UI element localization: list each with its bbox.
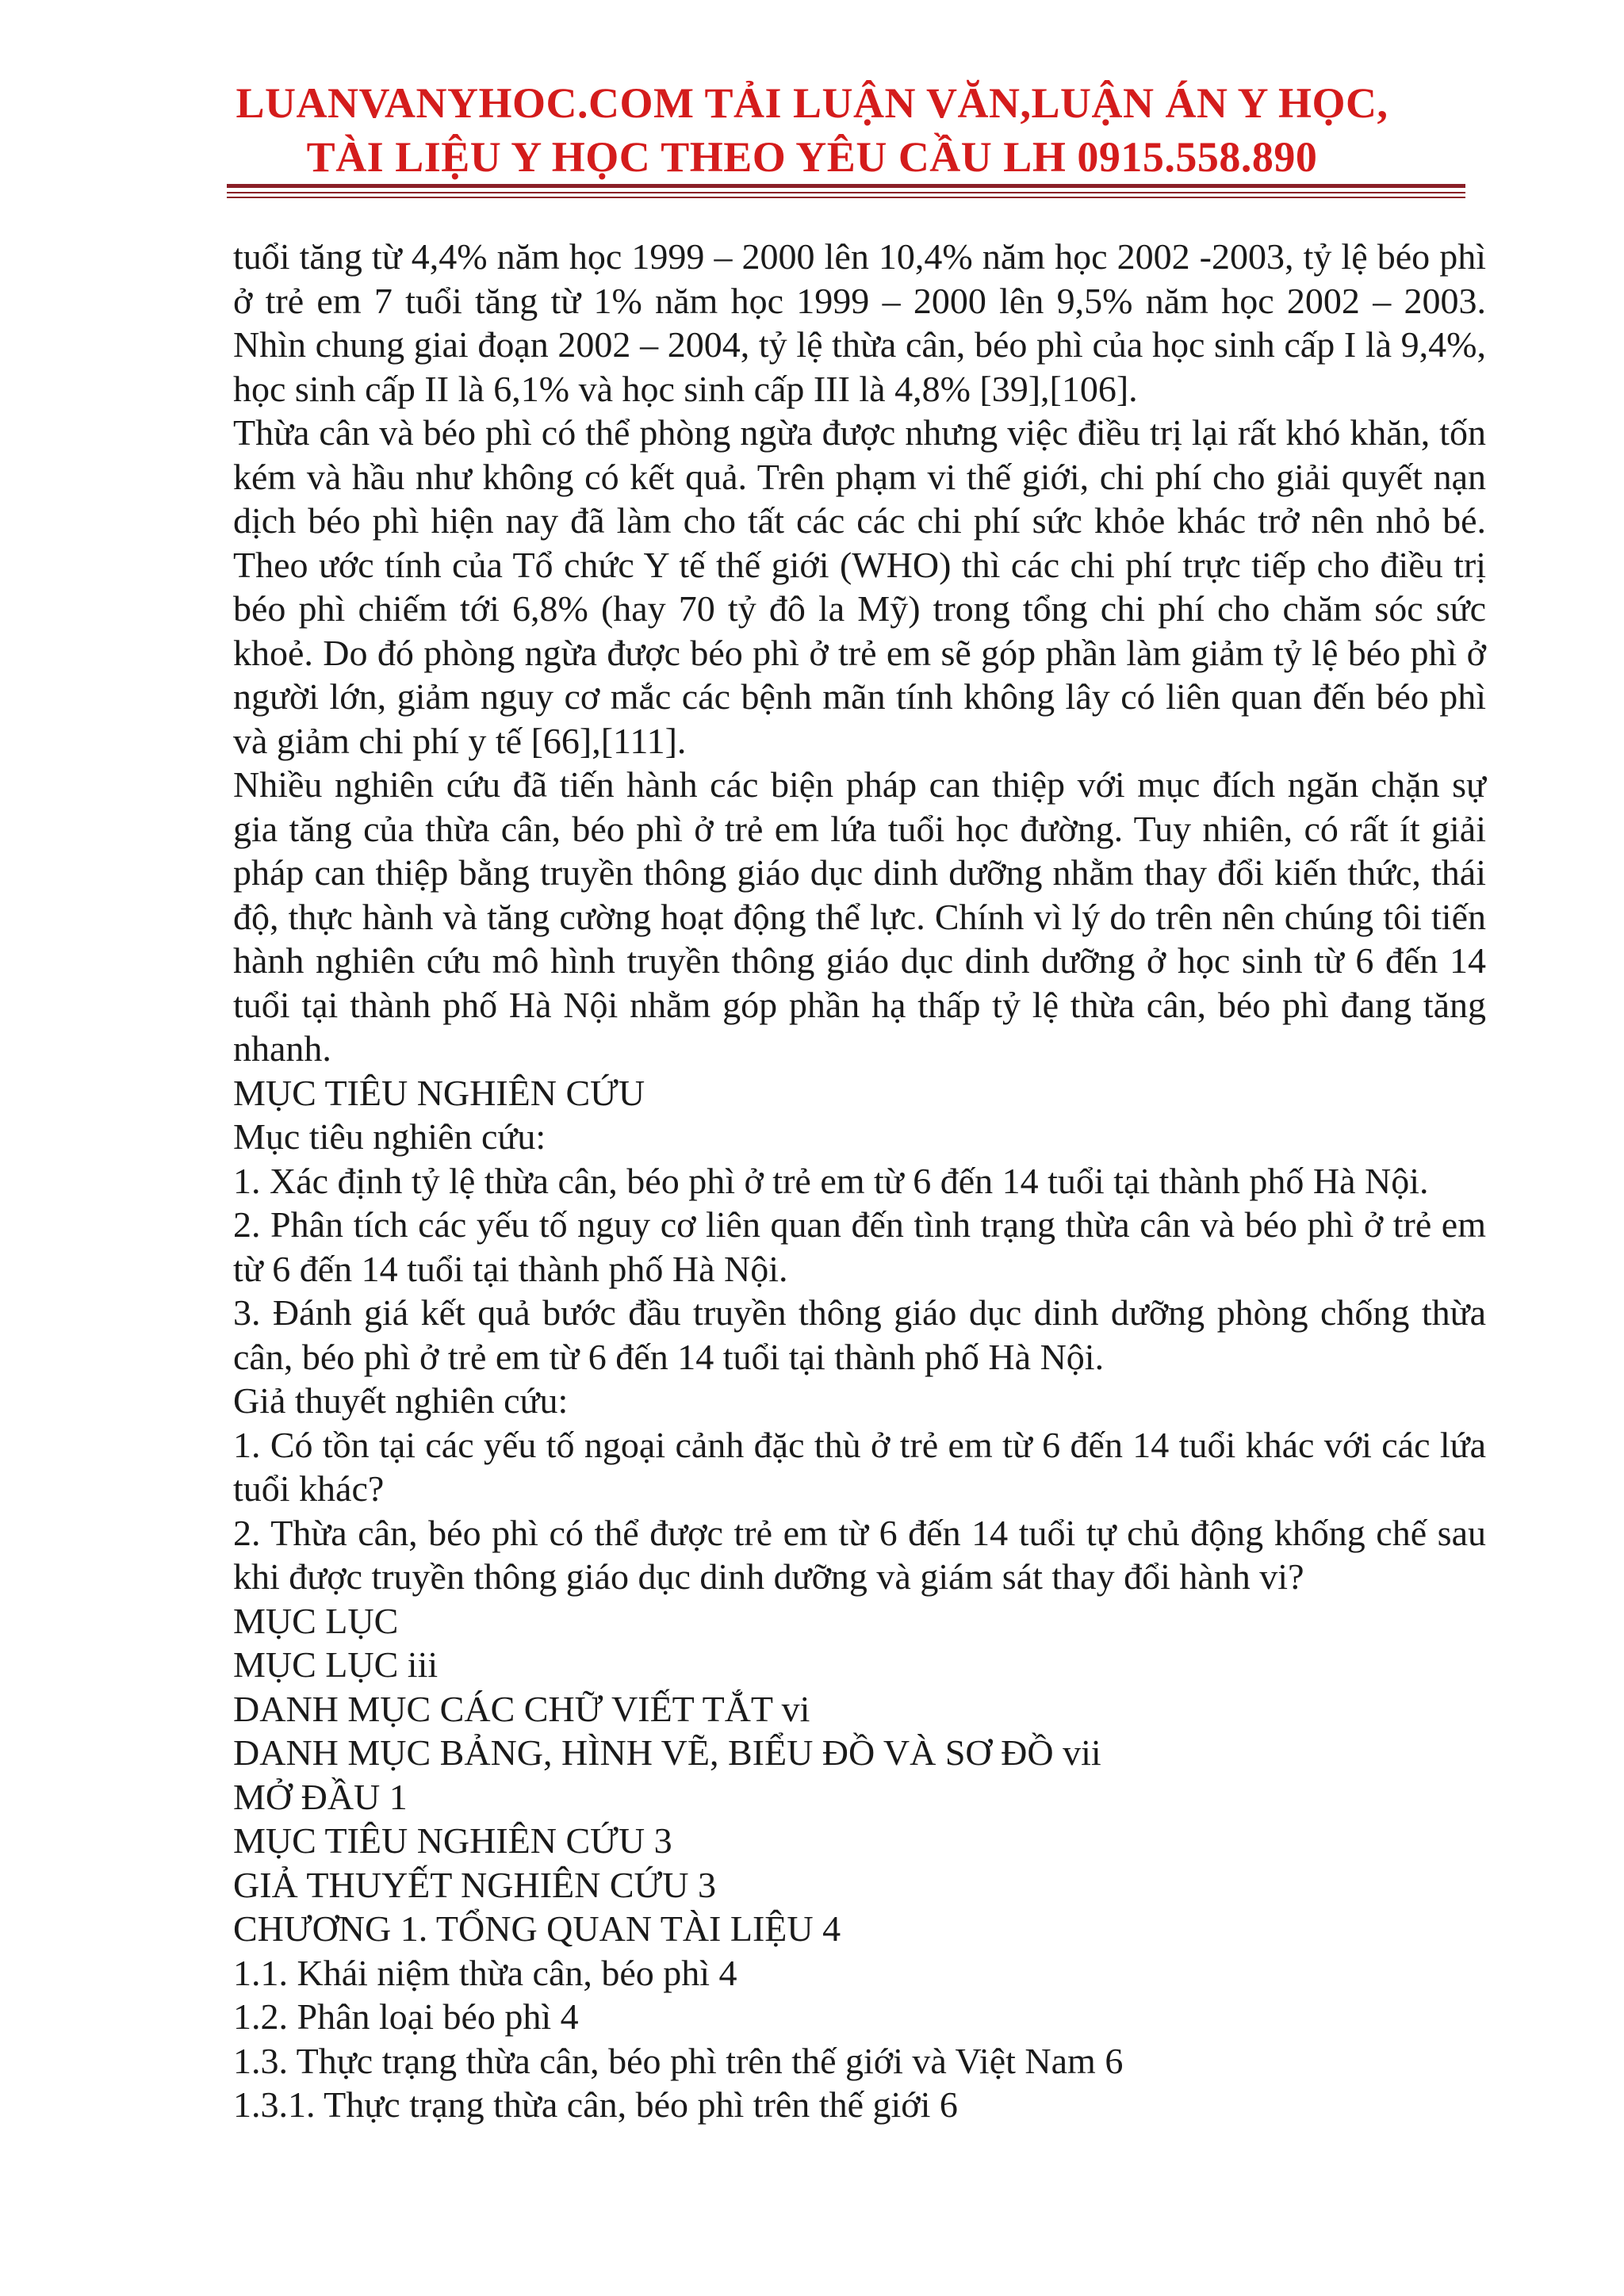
objectives-label: Mục tiêu nghiên cứu: bbox=[233, 1116, 546, 1157]
toc-entry: MỤC LỤC iii bbox=[233, 1644, 439, 1685]
toc-entry: GIẢ THUYẾT NGHIÊN CỨU 3 bbox=[233, 1864, 716, 1905]
hypothesis-item: 1. Có tồn tại các yếu tố ngoại cảnh đặc thù ở trẻ em từ 6 đến 14 tuổi khác với các lứa tuổi khác? bbox=[233, 1424, 1486, 1509]
paragraph-prevention-costs: Thừa cân và béo phì có thể phòng ngừa được nhưng việc điều trị lại rất khó khăn, tốn kém và hầu như không có kết quả. Trên phạm vi thế giới, chi phí cho giải quyết nạn dịch béo phì hiện nay đã làm cho tất các các chi phí sức khỏe khác trở nên nhỏ bé. Theo ước tính của Tổ chức Y tế thế giới (WHO) thì các chi phí trực tiếp cho điều trị béo phì chiếm tới 6,8% (hay 70 tỷ đô la Mỹ) trong tổng chi phí cho chăm sóc sức khoẻ. Do đó phòng ngừa được béo phì ở trẻ em sẽ góp phần làm giảm tỷ lệ béo phì ở người lớn, giảm nguy cơ mắc các bệnh mãn tính không lây có liên quan đến béo phì và giảm chi phí y tế [66],[111]. bbox=[233, 412, 1486, 761]
document-body bbox=[233, 235, 1486, 2127]
toc-entry: 1.1. Khái niệm thừa cân, béo phì 4 bbox=[233, 1952, 737, 1993]
toc-entry: MỤC TIÊU NGHIÊN CỨU 3 bbox=[233, 1820, 672, 1861]
toc-entry: MỞ ĐẦU 1 bbox=[233, 1776, 408, 1817]
hypothesis-item: 2. Thừa cân, béo phì có thể được trẻ em từ 6 đến 14 tuổi tự chủ động khống chế sau khi được truyền thông giáo dục dinh dưỡng và giám sát thay đổi hành vi? bbox=[233, 1512, 1486, 1597]
paragraph-obesity-statistics: tuổi tăng từ 4,4% năm học 1999 – 2000 lên 10,4% năm học 2002 -2003, tỷ lệ béo phì ở trẻ em 7 tuổi tăng từ 1% năm học 1999 – 2000 lên 9,5% năm học 2002 – 2003. Nhìn chung giai đoạn 2002 – 2004, tỷ lệ thừa cân, béo phì của học sinh cấp I là 9,4%, học sinh cấp II là 6,1% và học sinh cấp III là 4,8% [39],[106]. bbox=[233, 236, 1486, 409]
objective-item: 3. Đánh giá kết quả bước đầu truyền thông giáo dục dinh dưỡng phòng chống thừa cân, béo phì ở trẻ em từ 6 đến 14 tuổi tại thành phố Hà Nội. bbox=[233, 1292, 1486, 1377]
toc-entry: CHƯƠNG 1. TỔNG QUAN TÀI LIỆU 4 bbox=[233, 1908, 841, 1949]
toc-entry: DANH MỤC CÁC CHỮ VIẾT TẮT vi bbox=[233, 1688, 810, 1729]
header-line-2: TÀI LIỆU Y HỌC THEO YÊU CẦU LH 0915.558.890 bbox=[306, 133, 1318, 181]
toc-entry: 1.3. Thực trạng thừa cân, béo phì trên thế giới và Việt Nam 6 bbox=[233, 2040, 1124, 2081]
objective-item: 1. Xác định tỷ lệ thừa cân, béo phì ở trẻ em từ 6 đến 14 tuổi tại thành phố Hà Nội. bbox=[233, 1160, 1429, 1201]
header-divider bbox=[227, 184, 1465, 188]
paragraph-intervention: Nhiều nghiên cứu đã tiến hành các biện pháp can thiệp với mục đích ngăn chặn sự gia tăng của thừa cân, béo phì ở trẻ em lứa tuổi học đường. Tuy nhiên, có rất ít giải pháp can thiệp bằng truyền thông giáo dục dinh dưỡng nhằm thay đổi kiến thức, thái độ, thực hành và tăng cường hoạt động thể lực. Chính vì lý do trên nên chúng tôi tiến hành nghiên cứu mô hình truyền thông giáo dục dinh dưỡng ở học sinh từ 6 đến 14 tuổi tại thành phố Hà Nội nhằm góp phần hạ thấp tỷ lệ thừa cân, béo phì đang tăng nhanh. bbox=[233, 764, 1486, 1069]
header-line-1: LUANVANYHOC.COM TẢI LUẬN VĂN,LUẬN ÁN Y HỌC, bbox=[236, 79, 1388, 127]
header-divider bbox=[227, 192, 1465, 193]
toc-entry: 1.3.1. Thực trạng thừa cân, béo phì trên thế giới 6 bbox=[233, 2084, 958, 2125]
objective-item: 2. Phân tích các yếu tố nguy cơ liên quan đến tình trạng thừa cân và béo phì ở trẻ em từ 6 đến 14 tuổi tại thành phố Hà Nội. bbox=[233, 1204, 1486, 1289]
section-heading-objectives: MỤC TIÊU NGHIÊN CỨU bbox=[233, 1072, 645, 1113]
header-divider bbox=[227, 197, 1465, 198]
page-header bbox=[0, 76, 1624, 184]
toc-entry: 1.2. Phân loại béo phì 4 bbox=[233, 1996, 579, 2037]
toc-heading: MỤC LỤC bbox=[233, 1600, 399, 1641]
hypotheses-label: Giả thuyết nghiên cứu: bbox=[233, 1380, 569, 1421]
toc-entry: DANH MỤC BẢNG, HÌNH VẼ, BIỂU ĐỒ VÀ SƠ ĐỒ vii bbox=[233, 1732, 1101, 1773]
